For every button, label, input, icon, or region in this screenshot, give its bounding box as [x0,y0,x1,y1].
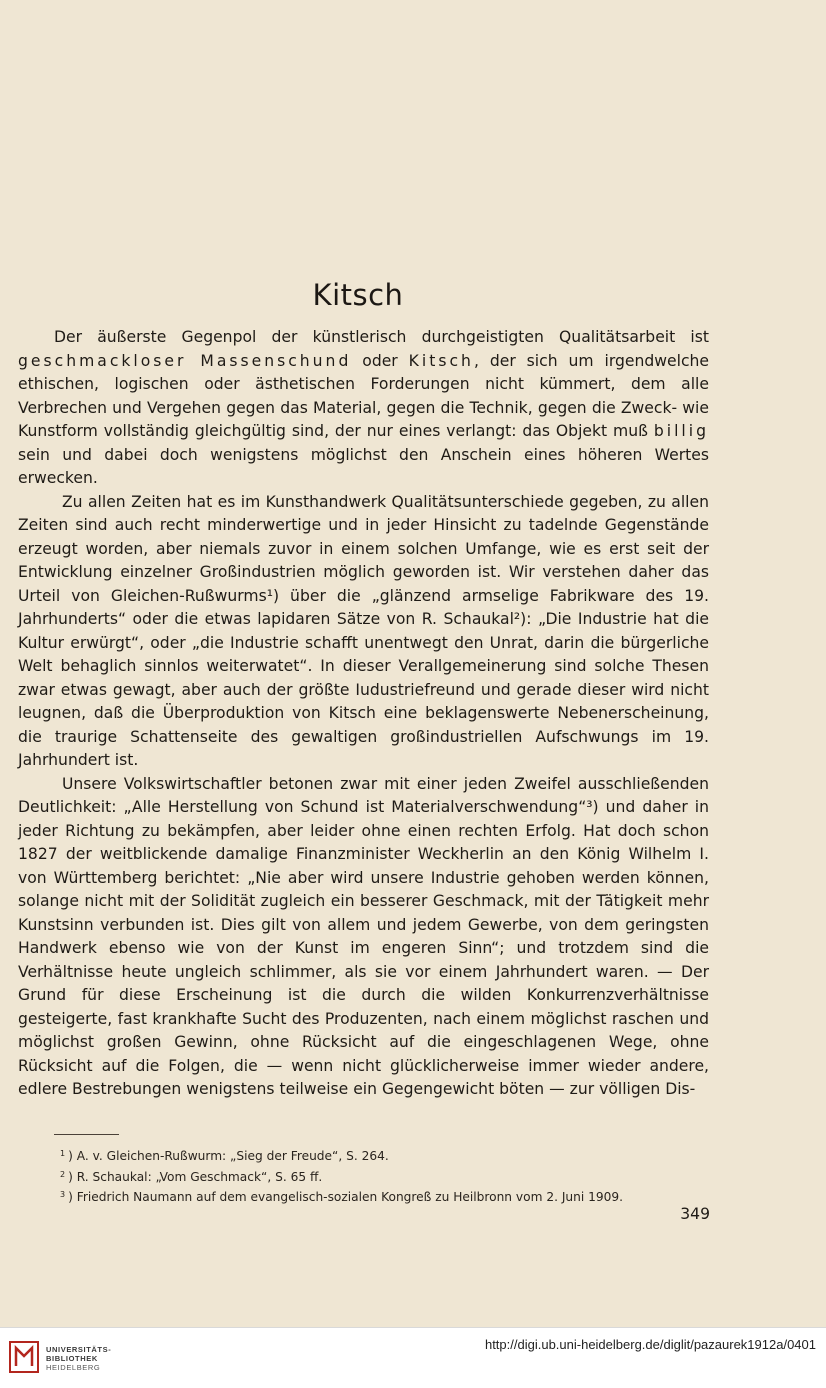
body-text [18,326,709,1102]
permalink-url[interactable]: http://digi.ub.uni-heidelberg.de/diglit/pazaurek1912a/0401 [484,1337,816,1352]
spaced-emphasis: Kitsch [408,351,474,370]
paragraph-3: Unsere Volkswirtschaftler betonen zwar mit einer jeden Zweifel ausschließenden Deutlichkeit: „Alle Herstellung von Schund ist Materialverschwendung“³) und daher in jeder Richtung zu bekämpfen, aber leider ohne einen rechten Erfolg. Hat doch schon 1827 der weitblickende damalige Finanzminister Weckherlin an den König Wilhelm I. von Württemberg berichtet: „Nie aber wird unsere Industrie gehoben werden können, solange nicht mit der Solidität zugleich ein besserer Geschmack, mit der Tätigkeit mehr Kunstsinn verbunden ist. Dies gilt von allem und jedem Gewerbe, von dem geringsten Handwerk ebenso wie von der Kunst im engeren Sinn“; und trotzdem sind die Verhältnisse heute ungleich schlimmer, als sie vor einem Jahrhundert waren. — Der Grund für diese Erscheinung ist die durch die wilden Konkurrenzverhältnisse gesteigerte, fast krankhafte Sucht des Produzenten, nach einem möglichst raschen und möglichst großen Gewinn, ohne Rücksicht auf die eingeschlagenen Wege, ohne Rücksicht auf die Folgen, die — wenn nicht glücklicherweise immer wieder andere, edlere Bestrebungen wenigstens teilweise ein Gegengewicht böten — zur völligen Dis- [18,774,709,1098]
spaced-emphasis: geschmackloser Massenschund [18,351,352,370]
footnotes [60,1145,710,1207]
paragraph-1: Der äußerste Gegenpol der künstlerisch durchgeistigten Qualitätsarbeit ist geschmackloser Massenschund oder Kitsch, der sich um irgendwelche ethischen, logischen oder ästhetischen Forderungen nicht kümmert, dem alle Verbrechen und Vergehen gegen das Material, gegen die Technik, gegen die Zweck- wie Kunstform vollständig gleichgültig sind, der nur eines verlangt: das Objekt muß billig sein und dabei doch wenigstens möglichst den Anschein eines höheren Wertes erwecken. [18,328,709,487]
spaced-emphasis: billig [653,422,709,440]
paragraph-2: Zu allen Zeiten hat es im Kunsthandwerk Qualitätsunterschiede gegeben, zu allen Zeiten sind auch recht minderwertige und in jeder Hinsicht zu tadelnde Gegenstände erzeugt worden, aber niemals zuvor in einem solchen Umfange, wie es erst seit der Entwicklung einzelner Großindustrien möglich geworden ist. Wir verstehen daher das Urteil von Gleichen-Rußwurms¹) über die „glänzend armselige Fabrikware des 19. Jahrhunderts“ oder die etwas lapidaren Sätze von R. Schaukal²): „Die Industrie hat die Kultur erwürgt“, oder „die Industrie schafft unentwegt den Unrat, darin die bürgerliche Welt behaglich sinnlos weiterwatet“. In dieser Verallgemeinerung sind solche Thesen zwar etwas gewagt, aber auch der größte Iudustriefreund und gerade dieser wird nicht leugnen, daß die Überproduktion von Kitsch eine beklagenswerte Nebenerscheinung, die traurige Schattenseite des gewaltigen großindustriellen Aufschwungs im 19. Jahrhundert ist. [18,492,709,769]
chapter-title: Kitsch [312,278,404,312]
footnote-rule [54,1134,119,1135]
footnote-3: $^3$ ) Friedrich Naumann auf dem evangelisch-sozialen Kongreß zu Heilbronn vom 2. Juni 1909. [60,1190,624,1204]
footnote-2: $^2$ ) R. Schaukal: „Vom Geschmack“, S. 65 ff. [60,1169,323,1184]
page-number: 349 [680,1205,710,1223]
library-logo-icon[interactable] [8,1336,40,1376]
library-name[interactable]: UNIVERSITÄTS- BIBLIOTHEK HEIDELBERG [46,1345,112,1372]
footnote-1: $^1$ ) A. v. Gleichen-Rußwurm: „Sieg der Freude“, S. 264. [60,1149,389,1163]
